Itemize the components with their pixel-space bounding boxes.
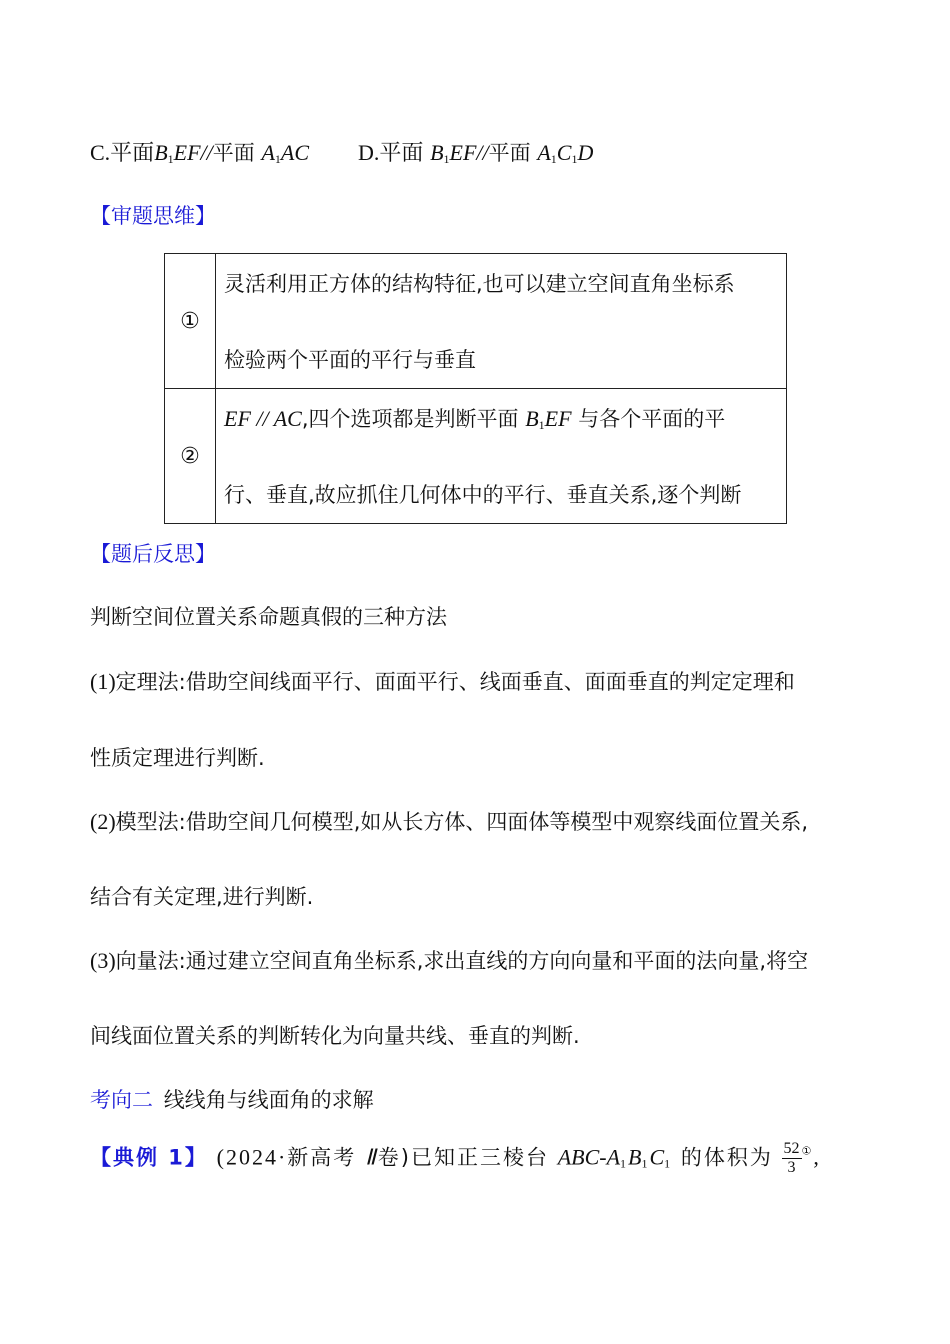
example-line <box>90 1140 821 1177</box>
option-d-label: D.平面 <box>358 140 424 165</box>
option-c-b: B <box>154 140 168 165</box>
row-number: ① <box>165 254 216 389</box>
method-text: 模型法:借助空间几何模型,如从长方体、四面体等模型中观察线面位置关系, <box>115 810 809 834</box>
example-text: 已知正三棱台 <box>411 1145 549 1170</box>
example-year: (2024· <box>216 1144 288 1170</box>
annotation-mark: ① <box>801 1144 814 1158</box>
math-ef: EF <box>173 140 201 165</box>
plane-word: 平面 <box>212 141 255 165</box>
subscript: 1 <box>620 1156 629 1171</box>
math-b: B <box>628 1144 642 1170</box>
example-source-end: 卷) <box>377 1145 411 1170</box>
option-c <box>90 136 309 167</box>
direction-heading <box>90 1084 374 1114</box>
row-text-part: ,四个选项都是判断平面 <box>301 407 526 431</box>
math-abc: ABC-A <box>557 1144 621 1170</box>
direction-title: 线线角与线面角的求解 <box>163 1088 374 1112</box>
parallel-symbol: // <box>476 140 489 165</box>
method-2-line-1 <box>90 806 808 836</box>
reflection-intro: 判断空间位置关系命题真假的三种方法 <box>90 605 447 629</box>
method-text: 向量法:通过建立空间直角坐标系,求出直线的方向向量和平面的法向量,将空 <box>115 949 809 973</box>
method-number: (1) <box>90 669 116 694</box>
math-ac: AC <box>280 140 310 165</box>
row-text <box>216 389 787 524</box>
method-1-line-1 <box>90 666 795 696</box>
parallel-symbol: // <box>200 140 213 165</box>
math-a: A <box>261 140 275 165</box>
direction-label: 考向二 <box>90 1088 153 1112</box>
roman-numeral: Ⅱ <box>364 1144 378 1170</box>
option-c-label: C.平面 <box>90 140 155 165</box>
method-number: (3) <box>90 948 116 973</box>
parallel-symbol: // <box>250 406 274 431</box>
row-line: 行、垂直,故应抓住几何体中的平行、垂直关系,逐个判断 <box>224 483 742 507</box>
row-line: 灵活利用正方体的结构特征,也可以建立空间直角坐标系 <box>224 272 735 296</box>
method-2-line-2: 结合有关定理,进行判断. <box>90 885 314 909</box>
row-number: ② <box>165 389 216 524</box>
thinking-heading: 【审题思维】 <box>90 204 216 228</box>
math-ac: AC <box>273 406 302 431</box>
method-text: 定理法:借助空间线面平行、面面平行、线面垂直、面面垂直的判定定理和 <box>115 670 795 694</box>
math-ef: EF <box>449 140 477 165</box>
row-text-part: 与各个平面的平 <box>571 407 726 431</box>
fraction-denominator: 3 <box>787 1159 796 1176</box>
table-row <box>165 389 787 524</box>
row-line <box>224 403 786 433</box>
math-c: C <box>649 1144 665 1170</box>
method-number: (2) <box>90 809 116 834</box>
table-row <box>165 254 787 389</box>
math-d: D <box>577 140 594 165</box>
subscript: 1 <box>550 152 557 166</box>
option-d <box>358 136 593 167</box>
reflection-heading: 【题后反思】 <box>90 542 216 566</box>
subscript: 1 <box>664 1156 673 1171</box>
subscript: 1 <box>538 418 545 432</box>
subscript: 1 <box>443 152 450 166</box>
fraction-numerator: 52 <box>783 1140 800 1157</box>
math-ef: EF <box>224 406 251 431</box>
plane-word: 平面 <box>488 141 531 165</box>
math-a: A <box>537 140 551 165</box>
fraction <box>782 1140 802 1177</box>
row-text <box>216 254 787 389</box>
example-label: 【典例 1】 <box>90 1145 208 1170</box>
subscript: 1 <box>274 152 281 166</box>
subscript: 1 <box>641 1156 650 1171</box>
math-ef: EF <box>544 406 572 431</box>
comma: , <box>813 1144 821 1170</box>
method-3-line-1 <box>90 945 808 975</box>
example-text: 的体积为 <box>680 1145 773 1170</box>
subscript: 1 <box>571 152 578 166</box>
method-1-line-2: 性质定理进行判断. <box>90 746 265 770</box>
math-b: B <box>430 140 444 165</box>
method-3-line-2: 间线面位置关系的判断转化为向量共线、垂直的判断. <box>90 1024 580 1048</box>
math-b: B <box>525 406 539 431</box>
row-line: 检验两个平面的平行与垂直 <box>224 348 476 372</box>
thinking-table <box>164 253 787 524</box>
math-c: C <box>556 140 572 165</box>
subscript: 1 <box>167 152 174 166</box>
example-source: 新高考 <box>287 1145 357 1170</box>
